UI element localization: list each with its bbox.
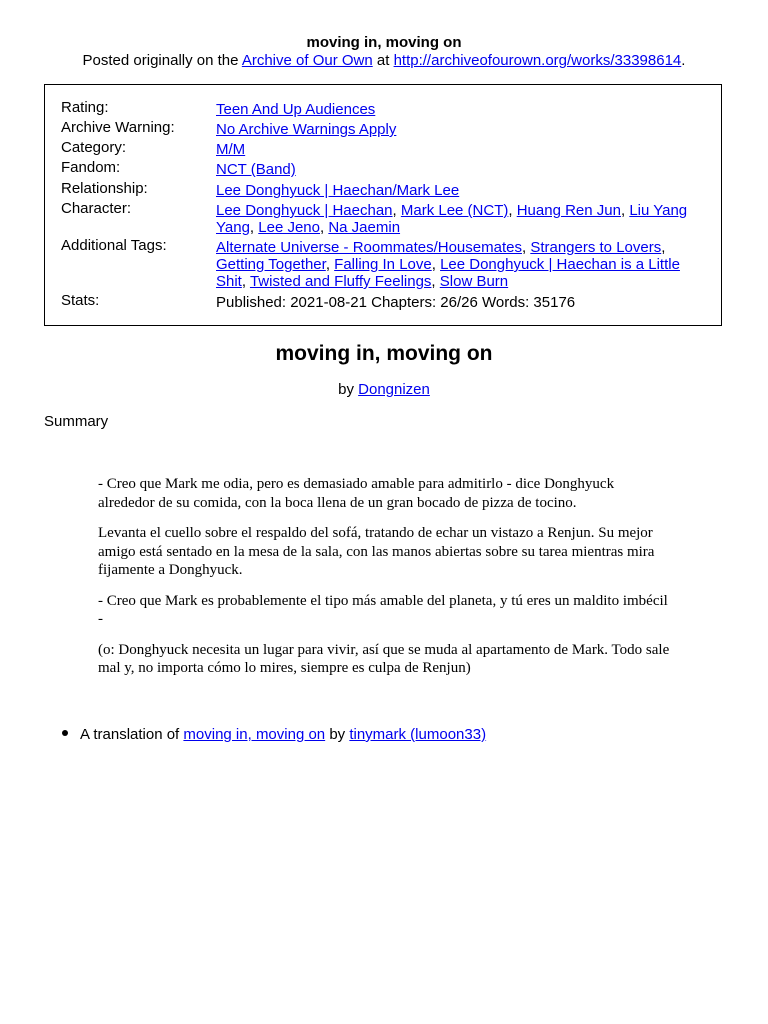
summary-paragraph: Levanta el cuello sobre el respaldo del sofá, tratando de echar un vistazo a Renjun. Su mejor amigo está sentado en la mesa de la sala, con las manos abiertas sobre su tarea mientras mira fijamente a Donghyuck. [98,525,655,578]
metadata-box [44,84,722,326]
character-link[interactable]: Lee Donghyuck | Haechan [216,202,393,219]
category-label: Category: [61,139,127,156]
summary-paragraph: (o: Donghyuck necesita un lugar para vivir, así que se muda al apartamento de Mark. Todo sale mal y, no importa cómo lo mires, siempre es culpa de Renjun) [98,641,670,676]
tag-link[interactable]: Slow Burn [439,273,509,290]
rating-link[interactable]: Teen And Up Audiences [216,101,376,118]
posted-prefix: Posted originally on the [82,52,239,69]
relationship-link[interactable]: Lee Donghyuck | Haechan/Mark Lee [216,182,460,199]
translation-prefix: A translation of [80,726,180,743]
fandom-label: Fandom: [61,159,121,176]
work-url-link[interactable]: http://archiveofourown.org/works/33398614 [393,52,682,69]
warning-label: Archive Warning: [61,119,175,136]
warning-link[interactable]: No Archive Warnings Apply [216,121,397,138]
tags-label: Additional Tags: [61,237,167,254]
bullet-icon [62,730,68,736]
byline [0,381,768,399]
character-link[interactable]: Lee Jeno [258,219,320,236]
tag-link[interactable]: Falling In Love [334,256,432,273]
translation-by: by [329,726,346,743]
tag-link[interactable]: Getting Together [216,256,326,273]
rating-label: Rating: [61,99,109,116]
tag-link[interactable]: Twisted and Fluffy Feelings [249,273,432,290]
original-work-link[interactable]: moving in, moving on [183,726,326,743]
character-link[interactable]: Na Jaemin [328,219,401,236]
by-text: by [338,381,354,398]
at-text: at [376,52,390,69]
summary-heading: Summary [44,413,109,430]
original-author-link[interactable]: tinymark (lumoon33) [349,726,487,743]
relationship-label: Relationship: [61,180,148,197]
work-title: moving in, moving on [275,342,493,365]
summary-paragraph: - Creo que Mark es probablemente el tipo más amable del planeta, y tú eres un maldito imbécil - [98,592,668,627]
tag-list: Alternate Universe - Roommates/Housemates, Strangers to Lovers, Getting Together, Falling In Love, Lee Donghyuck | Haechan is a Little Shit, Twisted and Fluffy Feelings, Slow Burn [216,239,680,290]
summary-paragraph: - Creo que Mark me odia, pero es demasiado amable para admitirlo - dice Donghyuck alrededor de su comida, con la boca llena de un gran bocado de pizza de tocino. [98,476,615,511]
fandom-link[interactable]: NCT (Band) [216,161,296,178]
tag-link[interactable]: Alternate Universe - Roommates/Housemates [216,239,522,256]
summary-text [98,475,670,690]
character-link[interactable]: Mark Lee (NCT) [400,202,509,219]
author-link[interactable]: Dongnizen [358,381,430,398]
character-link[interactable]: Liu Yang Yang [216,202,688,236]
character-label: Character: [61,200,132,217]
translation-note [62,726,486,744]
tag-link[interactable]: Strangers to Lovers [530,239,662,256]
category-link[interactable]: M/M [216,141,246,158]
period: . [681,52,686,69]
tag-link[interactable]: Lee Donghyuck | Haechan is a Little Shit [216,256,680,290]
header-title: moving in, moving on [306,34,462,51]
page-header [0,34,768,70]
archive-link[interactable]: Archive of Our Own [241,52,373,69]
character-list: Lee Donghyuck | Haechan, Mark Lee (NCT), Huang Ren Jun, Liu Yang Yang, Lee Jeno, Na Jaemin [216,202,688,236]
posted-line [0,52,768,70]
stats-value: Published: 2021-08-21 Chapters: 26/26 Words: 35176 [216,294,576,311]
character-link[interactable]: Huang Ren Jun [516,202,621,219]
stats-label: Stats: [61,292,100,309]
